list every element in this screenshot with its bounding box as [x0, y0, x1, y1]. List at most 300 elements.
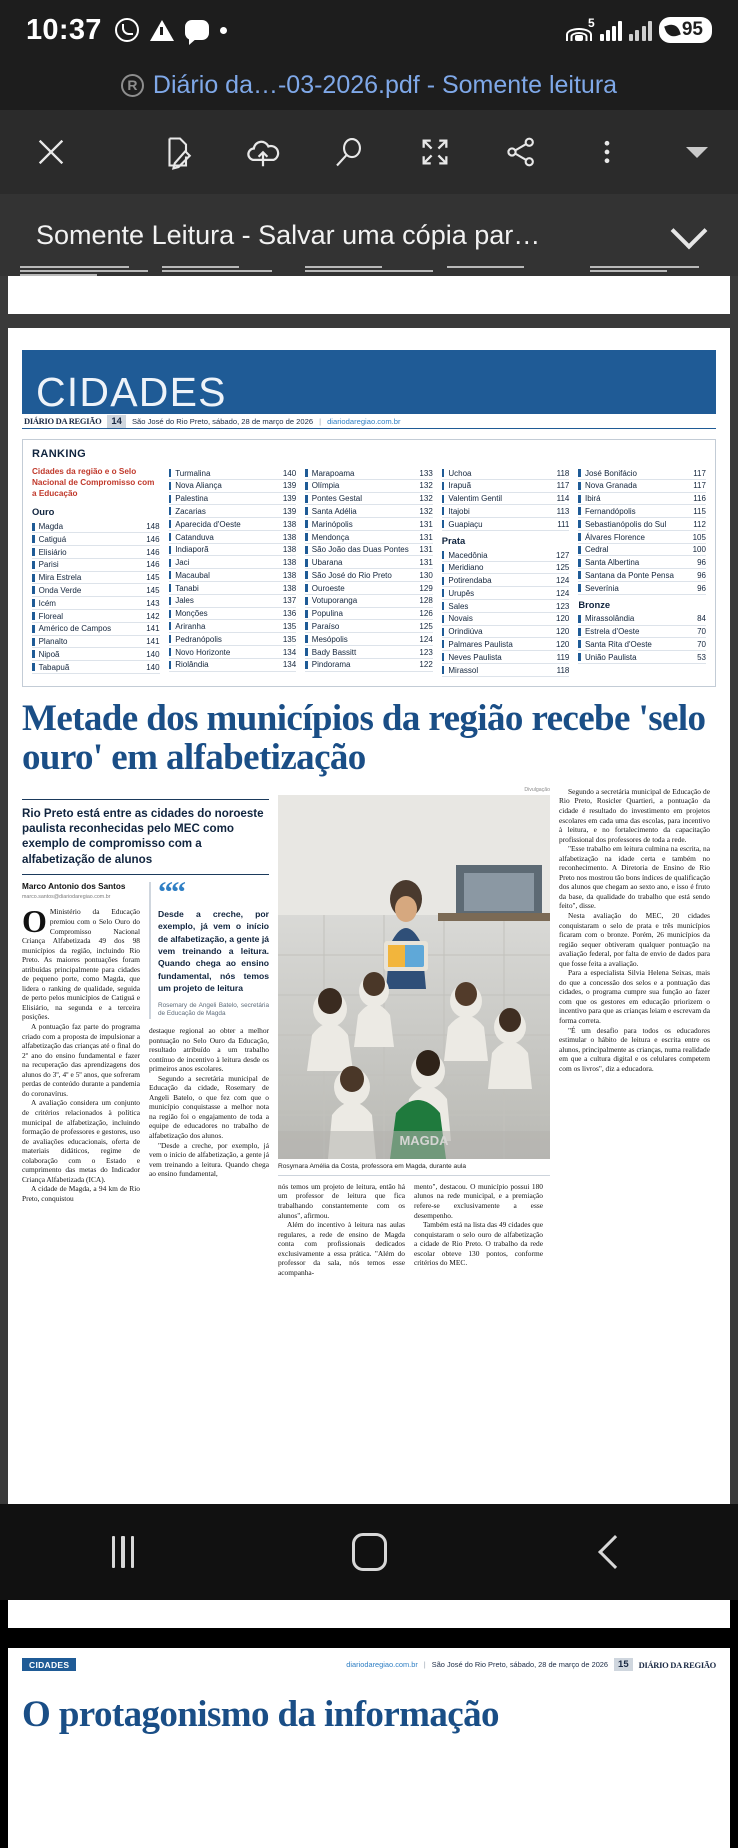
page-content [8, 328, 730, 1277]
ranking-city-score: 132 [419, 481, 433, 491]
ranking-city-score: 118 [556, 665, 570, 675]
ranking-row [169, 467, 297, 480]
article-column-5 [559, 787, 710, 1277]
ranking-city-name: Catiguá [38, 534, 67, 544]
ranking-city-name: Américo de Campos [38, 624, 112, 634]
ranking-row [169, 544, 297, 557]
ranking-row [169, 531, 297, 544]
ranking-city-score: 145 [146, 573, 160, 583]
ranking-bar-icon [169, 610, 172, 618]
ranking-city-name: Guapiaçu [448, 519, 483, 529]
status-system-icons [566, 17, 712, 43]
ranking-city-name: Sales [448, 601, 469, 611]
article-left-block [22, 787, 269, 1277]
recents-icon [112, 1536, 134, 1568]
ranking-row [442, 587, 570, 600]
article-photo [278, 795, 550, 1159]
ranking-city-score: 131 [419, 545, 433, 555]
ranking-city-name: Planalto [38, 637, 68, 647]
ranking-city-score: 140 [146, 649, 160, 659]
ranking-city-name: Ibirá [584, 494, 601, 504]
ranking-city-name: Riolândia [175, 660, 209, 670]
paragraph-c5-1: Segundo a secretária municipal de Educação de Rio Preto, Rosicler Quartieri, a pontuação da cidade é resultado do investimento em projetos escolares em cada uma das escolas, para incentivo à leitura, e no fortalecimento da capacitação profissional dos professores de toda a rede. [559, 786, 710, 844]
ranking-bar-icon [169, 482, 172, 490]
ranking-city-name: Indiaporã [175, 545, 209, 555]
search-icon[interactable] [328, 131, 370, 173]
ranking-city-name: Palestina [175, 494, 209, 504]
paragraph-c2-1: destaque regional ao obter a melhor pontuação no Selo Ouro da Educação, resultado atribuído a um trabalho contínuo de incentivo à leitura desde os primeiros anos escolares. [149, 1025, 269, 1074]
ranking-city-score: 136 [282, 609, 297, 619]
ranking-bar-icon [305, 546, 308, 554]
close-icon[interactable] [30, 131, 72, 173]
ranking-city-name: Irapuã [448, 481, 472, 491]
toolbar-actions [156, 131, 708, 173]
ranking-city-score: 113 [556, 506, 570, 516]
paragraph-c1-2: A pontuação faz parte do programa criado com a proposta de impulsionar a alfabetização das crianças até o final do 2º ano do ensino fundamental e fazer na recuperação das aprendizagens dos alunos do 3º, 4º e 5º anos, que sofreram perdas de conteúdo durante a pandemia do coronavírus. [22, 1022, 140, 1098]
ranking-bar-icon [578, 469, 581, 477]
ranking-row [32, 623, 160, 636]
fullscreen-icon[interactable] [414, 131, 456, 173]
ranking-row [305, 620, 433, 633]
home-button[interactable] [246, 1533, 492, 1571]
ranking-city-name: Ubarana [311, 558, 343, 568]
ranking-bar-icon [32, 561, 35, 569]
ranking-city-score: 115 [693, 506, 706, 516]
ranking-row [442, 480, 570, 493]
footer-logo: DIÁRIO DA REGIÃO [638, 1659, 716, 1670]
ranking-city-name: Ouroeste [311, 583, 345, 593]
ranking-bar-icon [442, 653, 445, 661]
ranking-bar-icon [32, 612, 35, 620]
ranking-bar-icon [578, 559, 581, 567]
ranking-city-score: 100 [692, 545, 706, 555]
ranking-row [442, 505, 570, 518]
ranking-city-name: Zacarias [175, 506, 206, 516]
ranking-bar-icon [578, 495, 581, 503]
ranking-city-name: Magda [38, 522, 64, 532]
ranking-city-score: 117 [693, 468, 706, 478]
ranking-column-5 [578, 467, 706, 677]
section-title: CIDADES [36, 369, 227, 415]
ranking-city-name: Paraíso [311, 621, 340, 631]
edit-document-icon[interactable] [156, 131, 198, 173]
ranking-city-name: Marinópolis [311, 519, 353, 529]
ranking-row [578, 493, 706, 506]
ranking-city-name: Orindiúva [448, 627, 483, 637]
article-left-columns [22, 876, 269, 1203]
article-column-3 [278, 1182, 405, 1277]
ranking-city-score: 134 [282, 647, 297, 657]
ranking-row [169, 595, 297, 608]
ranking-city-score: 135 [282, 634, 297, 644]
ranking-city-name: São José do Rio Preto [311, 570, 392, 580]
ranking-city-score: 146 [146, 534, 160, 544]
ranking-bar-icon [305, 610, 308, 618]
masthead-rule [22, 414, 716, 429]
tier-label-bronze: Bronze [578, 598, 611, 610]
ranking-city-score: 118 [556, 468, 570, 478]
ranking-row [169, 518, 297, 531]
more-options-icon[interactable] [586, 131, 628, 173]
ranking-intro: Cidades da região e o Selo Nacional de Compromisso com a Educação [32, 467, 155, 498]
masthead-separator: | [319, 416, 322, 426]
ranking-column-3 [305, 467, 433, 677]
paragraph-c4-1: mento", destacou. O município possui 180 alunos na rede municipal, e a premiação refere-se exclusivamente a esse desempenho. [414, 1181, 543, 1220]
ranking-row [578, 518, 706, 531]
ranking-row [32, 584, 160, 597]
paragraph-c5-2: "Esse trabalho em leitura culmina na escrita, na alfabetização na idade certa e também no reconhecimento. A Diretoria de Ensino de Rio Preto nos mostrou tão bons índices de qualificação dos alunos que chegam ao sexto ano, e isso é fruto da base, da qualidade do trabalho que está sendo feito", disse. [559, 844, 710, 911]
ranking-bar-icon [305, 533, 308, 541]
ranking-row [169, 608, 297, 621]
ranking-city-score: 138 [282, 545, 297, 555]
ranking-city-name: Uchoa [448, 468, 472, 478]
ranking-row [305, 518, 433, 531]
ranking-city-name: Mira Estrela [38, 573, 82, 583]
ranking-row [305, 544, 433, 557]
back-button[interactable] [492, 1540, 738, 1564]
ranking-bar-icon [442, 482, 445, 490]
ranking-row [169, 659, 297, 672]
ranking-city-score: 131 [419, 532, 433, 542]
ranking-city-score: 117 [556, 481, 570, 491]
ranking-city-name: Ariranha [175, 621, 206, 631]
recents-button[interactable] [0, 1536, 246, 1568]
ranking-row [578, 480, 706, 493]
ranking-row [32, 610, 160, 623]
ranking-row [32, 533, 160, 546]
photo-credit: Divulgação [524, 786, 550, 793]
ranking-bar-icon [32, 650, 35, 658]
ranking-row [32, 648, 160, 661]
article-column-4 [414, 1182, 543, 1277]
ranking-bar-icon [578, 482, 581, 490]
ranking-city-name: Severínia [584, 583, 619, 593]
ranking-bar-icon [32, 574, 35, 582]
ranking-city-name: Novo Horizonte [175, 647, 231, 657]
ranking-bar-icon [442, 577, 445, 585]
byline-name: Marco Antonio dos Santos [22, 882, 126, 892]
ranking-city-score: 138 [282, 532, 297, 542]
ranking-list-col3 [305, 467, 433, 672]
cloud-upload-icon[interactable] [242, 131, 284, 173]
ranking-bar-icon [32, 599, 35, 607]
next-article-headline: O protagonismo da informação [22, 1694, 499, 1735]
status-bar [0, 0, 738, 60]
ranking-city-name: Onda Verde [38, 585, 82, 595]
ranking-grid [32, 467, 706, 677]
ranking-row [442, 518, 570, 531]
ranking-city-name: Pedranópolis [175, 634, 222, 644]
ranking-city-name: Votuporanga [311, 596, 358, 606]
paragraph-c2-3: "Desde a creche, por exemplo, já vem o início de alfabetização, a gente já vem treinando a leitura. Quando chega ao ensino fundamental, [149, 1140, 269, 1179]
ranking-row [169, 633, 297, 646]
ranking-city-score: 53 [697, 652, 706, 662]
ranking-city-name: Cedral [584, 545, 609, 555]
ranking-city-score: 127 [556, 550, 570, 560]
ranking-row [305, 582, 433, 595]
ranking-row [32, 597, 160, 610]
ranking-city-name: Catanduva [175, 532, 214, 542]
ranking-bar-icon [169, 495, 172, 503]
ranking-city-name: Urupês [448, 588, 475, 598]
ranking-bar-icon [32, 523, 35, 531]
pull-quote [149, 876, 269, 1019]
ranking-bar-icon [578, 507, 581, 515]
chevron-down-icon[interactable] [686, 147, 708, 158]
ranking-row [305, 480, 433, 493]
ranking-row [32, 559, 160, 572]
ranking-city-name: Mirassol [448, 665, 479, 675]
signal-bars-icon-2 [629, 20, 652, 41]
home-icon [352, 1533, 387, 1571]
article-body [22, 787, 716, 1277]
ranking-city-score: 123 [419, 647, 433, 657]
ranking-bar-icon [169, 661, 172, 669]
newspaper-logo: DIÁRIO DA REGIÃO [24, 416, 102, 426]
ranking-city-score: 125 [419, 621, 433, 631]
article-headline: Metade dos municípios da região recebe 'selo ouro' em alfabetização [22, 697, 706, 779]
ranking-bar-icon [578, 571, 581, 579]
ranking-row [169, 620, 297, 633]
ranking-bar-icon [169, 520, 172, 528]
ranking-city-score: 139 [282, 481, 297, 491]
paragraph-c5-4: Para a especialista Silvia Helena Seixas, mais do que a concessão dos selos e a pontuação das cidades, o programa cumpre sua função ao fazer com que os gestores em educação priorizem o incentivo para que as crianças leiam e escrevam da forma correta. [559, 968, 710, 1025]
ranking-row [305, 659, 433, 672]
ranking-row [32, 661, 160, 674]
ranking-bar-icon [169, 622, 172, 630]
ranking-city-score: 138 [282, 570, 297, 580]
ranking-city-name: Santa Adélia [311, 506, 357, 516]
ranking-bar-icon [442, 628, 445, 636]
ranking-city-score: 96 [697, 570, 706, 580]
ranking-city-name: Marapoama [311, 468, 355, 478]
whatsapp-icon [115, 18, 139, 42]
pdf-page-14[interactable] [8, 328, 730, 1628]
pdf-scroll-area[interactable] [0, 276, 738, 1735]
paragraph-c5-3: Nesta avaliação do MEC, 20 cidades conquistaram o selo de prata e três municípios ficaram com o bronze. Porém, 26 municípios da região sequer obtiveram qualquer pontuação na avaliação federal, por falta de envio de dados para que fosse feita a avaliação. [559, 910, 710, 968]
ranking-city-score: 124 [419, 634, 433, 644]
ranking-city-score: 96 [697, 558, 706, 568]
ranking-city-name: Santa Rita d'Oeste [584, 639, 652, 649]
pdf-page-15[interactable] [8, 1648, 730, 1848]
ranking-column-4 [442, 467, 570, 677]
ranking-city-score: 120 [556, 627, 570, 637]
ranking-city-name: Jales [175, 596, 194, 606]
ranking-city-name: Santana da Ponte Pensa [584, 570, 674, 580]
wifi-icon [566, 15, 595, 41]
ranking-row [442, 574, 570, 587]
ranking-row [169, 569, 297, 582]
ranking-bar-icon [442, 640, 445, 648]
ranking-row [578, 613, 706, 626]
ranking-list-col2 [169, 467, 297, 672]
ranking-bar-icon [442, 507, 445, 515]
ranking-city-score: 143 [146, 598, 160, 608]
article-column-1 [22, 882, 140, 1203]
document-title-bar [0, 60, 738, 110]
quote-mark-icon: ““ [158, 876, 184, 910]
banner-chevron-down-icon[interactable] [671, 213, 708, 250]
ranking-city-score: 138 [282, 558, 297, 568]
page-number-badge: 14 [107, 415, 126, 428]
ranking-row [305, 505, 433, 518]
ranking-bar-icon [578, 584, 581, 592]
ranking-bar-icon [32, 586, 35, 594]
ranking-row [442, 562, 570, 575]
ranking-city-name: Mesópolis [311, 634, 348, 644]
ranking-bar-icon [442, 589, 445, 597]
ranking-city-name: Mirassolândia [584, 614, 635, 624]
ranking-bar-icon [169, 584, 172, 592]
ranking-box [22, 439, 716, 687]
ranking-city-name: Meridiano [448, 563, 484, 573]
paragraph-c2-2: Segundo a secretária municipal de Educação da cidade, Rosemary de Angeli Batelo, o que fez com que o município conquistasse a melhor nota na região foi o engajamento de toda a equipe de educadores no trabalho de alfabetização dos alunos. [149, 1073, 269, 1140]
ranking-bar-icon [442, 615, 445, 623]
signal-bars-icon [600, 20, 623, 41]
ranking-row [169, 582, 297, 595]
ranking-bar-icon [305, 661, 308, 669]
ranking-row [305, 608, 433, 621]
masthead-url: diariodaregiao.com.br [327, 416, 401, 426]
ranking-bar-icon [32, 548, 35, 556]
ranking-city-score: 84 [697, 614, 706, 624]
ranking-list-col5-bronze [578, 613, 706, 664]
dot-icon [220, 27, 227, 34]
ranking-city-score: 119 [556, 652, 570, 662]
ranking-city-name: Sebastianópolis do Sul [584, 519, 667, 529]
paragraph-c1-1: OMinistério da Educação premiou com o Selo Ouro do Compromisso Nacional Criança Alfabetizada 49 dos 98 municípios da região, incluindo Rio Preto. As maiores pontuações foram atribuídas principalmente para cidades de pequeno porte, como Magda, que lidera o ranking de qualidade, seguida de perto pelos municípios de Catiguá e Elisiário, na segunda e a terceira posições. [22, 903, 140, 1022]
ranking-row [442, 664, 570, 677]
warning-icon [150, 20, 174, 41]
ranking-column-1 [32, 467, 160, 677]
ranking-bar-icon [578, 640, 581, 648]
document-title: Diário da…-03-2026.pdf - Somente leitura [152, 70, 618, 99]
ranking-bar-icon [305, 571, 308, 579]
ranking-list-col4-gold [442, 467, 570, 531]
ranking-bar-icon [578, 653, 581, 661]
ranking-bar-icon [305, 559, 308, 567]
ranking-city-name: Nova Aliança [175, 481, 222, 491]
ranking-city-score: 125 [556, 563, 570, 573]
footer-date: São José do Rio Preto, sábado, 28 de março de 2026 [431, 1660, 609, 1669]
ranking-row [305, 646, 433, 659]
ranking-city-score: 138 [282, 519, 297, 529]
ranking-city-score: 105 [692, 532, 706, 542]
masthead-date: São José do Rio Preto, sábado, 28 de março de 2026 [131, 416, 314, 426]
ranking-city-name: Nipoã [38, 649, 60, 659]
ranking-row [32, 572, 160, 585]
ranking-row [442, 549, 570, 562]
ranking-row [578, 582, 706, 595]
article-deck: Rio Preto está entre as cidades do noroeste paulista reconhecidas pelo MEC como exemplo de compromisso com a alfabetização de alunos [22, 799, 269, 875]
ranking-city-score: 116 [693, 494, 706, 504]
article-column-2 [149, 876, 269, 1203]
ranking-row [305, 633, 433, 646]
ranking-row [169, 480, 297, 493]
ranking-bar-icon [305, 648, 308, 656]
ranking-bar-icon [442, 551, 445, 559]
ranking-bar-icon [305, 635, 308, 643]
ranking-city-score: 114 [556, 494, 570, 504]
ranking-bar-icon [169, 546, 172, 554]
ranking-city-score: 133 [419, 468, 433, 478]
previous-page-content [8, 262, 730, 282]
chat-bubble-icon [185, 20, 209, 40]
footer-page-number: 15 [614, 1658, 633, 1671]
ranking-city-score: 145 [146, 585, 160, 595]
ranking-row [169, 505, 297, 518]
wifi-signal-label: 5 [588, 15, 595, 30]
ranking-city-name: Macedônia [448, 550, 488, 560]
ranking-row [305, 569, 433, 582]
ranking-city-name: União Paulista [584, 652, 637, 662]
ranking-row [305, 493, 433, 506]
android-nav-bar [0, 1504, 738, 1600]
battery-icon [659, 17, 712, 43]
footer-url: diariodaregiao.com.br [346, 1660, 418, 1669]
ranking-city-score: 126 [419, 609, 433, 619]
ranking-row [442, 626, 570, 639]
ranking-row [442, 493, 570, 506]
paragraph-c1-3: A avaliação considera um conjunto de critérios relacionados à política municipal de alfabetização, incluindo formação de professores e gestores, uso de avaliações educacionais, oferta de materiais didáticos, regime de colaboração com o Estado e cumprimento das metas do Indicador Criança Alfabetizada (ICA). [22, 1098, 140, 1184]
ranking-city-score: 122 [419, 660, 433, 670]
ranking-bar-icon [305, 469, 308, 477]
ranking-city-name: Pontes Gestal [311, 494, 363, 504]
ranking-bar-icon [305, 482, 308, 490]
back-icon [598, 1535, 632, 1569]
ranking-city-name: Macaubal [175, 570, 210, 580]
share-icon[interactable] [500, 131, 542, 173]
ranking-city-name: Neves Paulista [448, 652, 502, 662]
ranking-row [169, 493, 297, 506]
ranking-city-name: Bady Bassitt [311, 647, 357, 657]
ranking-bar-icon [305, 507, 308, 515]
ranking-city-score: 146 [146, 547, 160, 557]
ranking-bar-icon [442, 520, 445, 528]
ranking-bar-icon [305, 495, 308, 503]
ranking-row [578, 638, 706, 651]
ranking-row [442, 638, 570, 651]
ranking-row [305, 531, 433, 544]
ranking-city-score: 70 [697, 639, 706, 649]
ranking-city-score: 111 [557, 519, 570, 529]
ranking-city-name: Tanabi [175, 583, 199, 593]
pull-quote-text: Desde a creche, por exemplo, já vem o início de alfabetização, a gente já vem treinando a leitura. Quando chega ao ensino fundamental, nós temos um projeto de leitura [158, 908, 269, 994]
ranking-list-col4-silver [442, 549, 570, 677]
ranking-city-score: 132 [419, 494, 433, 504]
ranking-city-name: Elisiário [38, 547, 67, 557]
article-center-columns [278, 1182, 550, 1277]
ranking-city-name: Aparecida d'Oeste [175, 519, 241, 529]
ranking-city-name: Olímpia [311, 481, 340, 491]
ranking-row [442, 613, 570, 626]
ranking-city-score: 128 [419, 596, 433, 606]
ranking-city-name: Pindorama [311, 660, 351, 670]
photo-illustration [278, 795, 550, 1159]
ranking-city-name: Nova Granada [584, 481, 637, 491]
ranking-city-score: 124 [556, 576, 570, 586]
ranking-city-score: 142 [146, 611, 160, 621]
paragraph-c3-2: Além do incentivo à leitura nas aulas regulares, a rede de ensino de Magda conta com profissionais dedicados exclusivamente a essa prática. "Além do professor da sala, nós temos esse acompanha- [278, 1220, 405, 1277]
ranking-bar-icon [442, 495, 445, 503]
ranking-bar-icon [578, 520, 581, 528]
ranking-city-score: 139 [282, 494, 297, 504]
ranking-row [578, 505, 706, 518]
ranking-city-name: Fernandópolis [584, 506, 636, 516]
ranking-row [578, 544, 706, 557]
ranking-bar-icon [578, 533, 581, 541]
ranking-bar-icon [169, 507, 172, 515]
